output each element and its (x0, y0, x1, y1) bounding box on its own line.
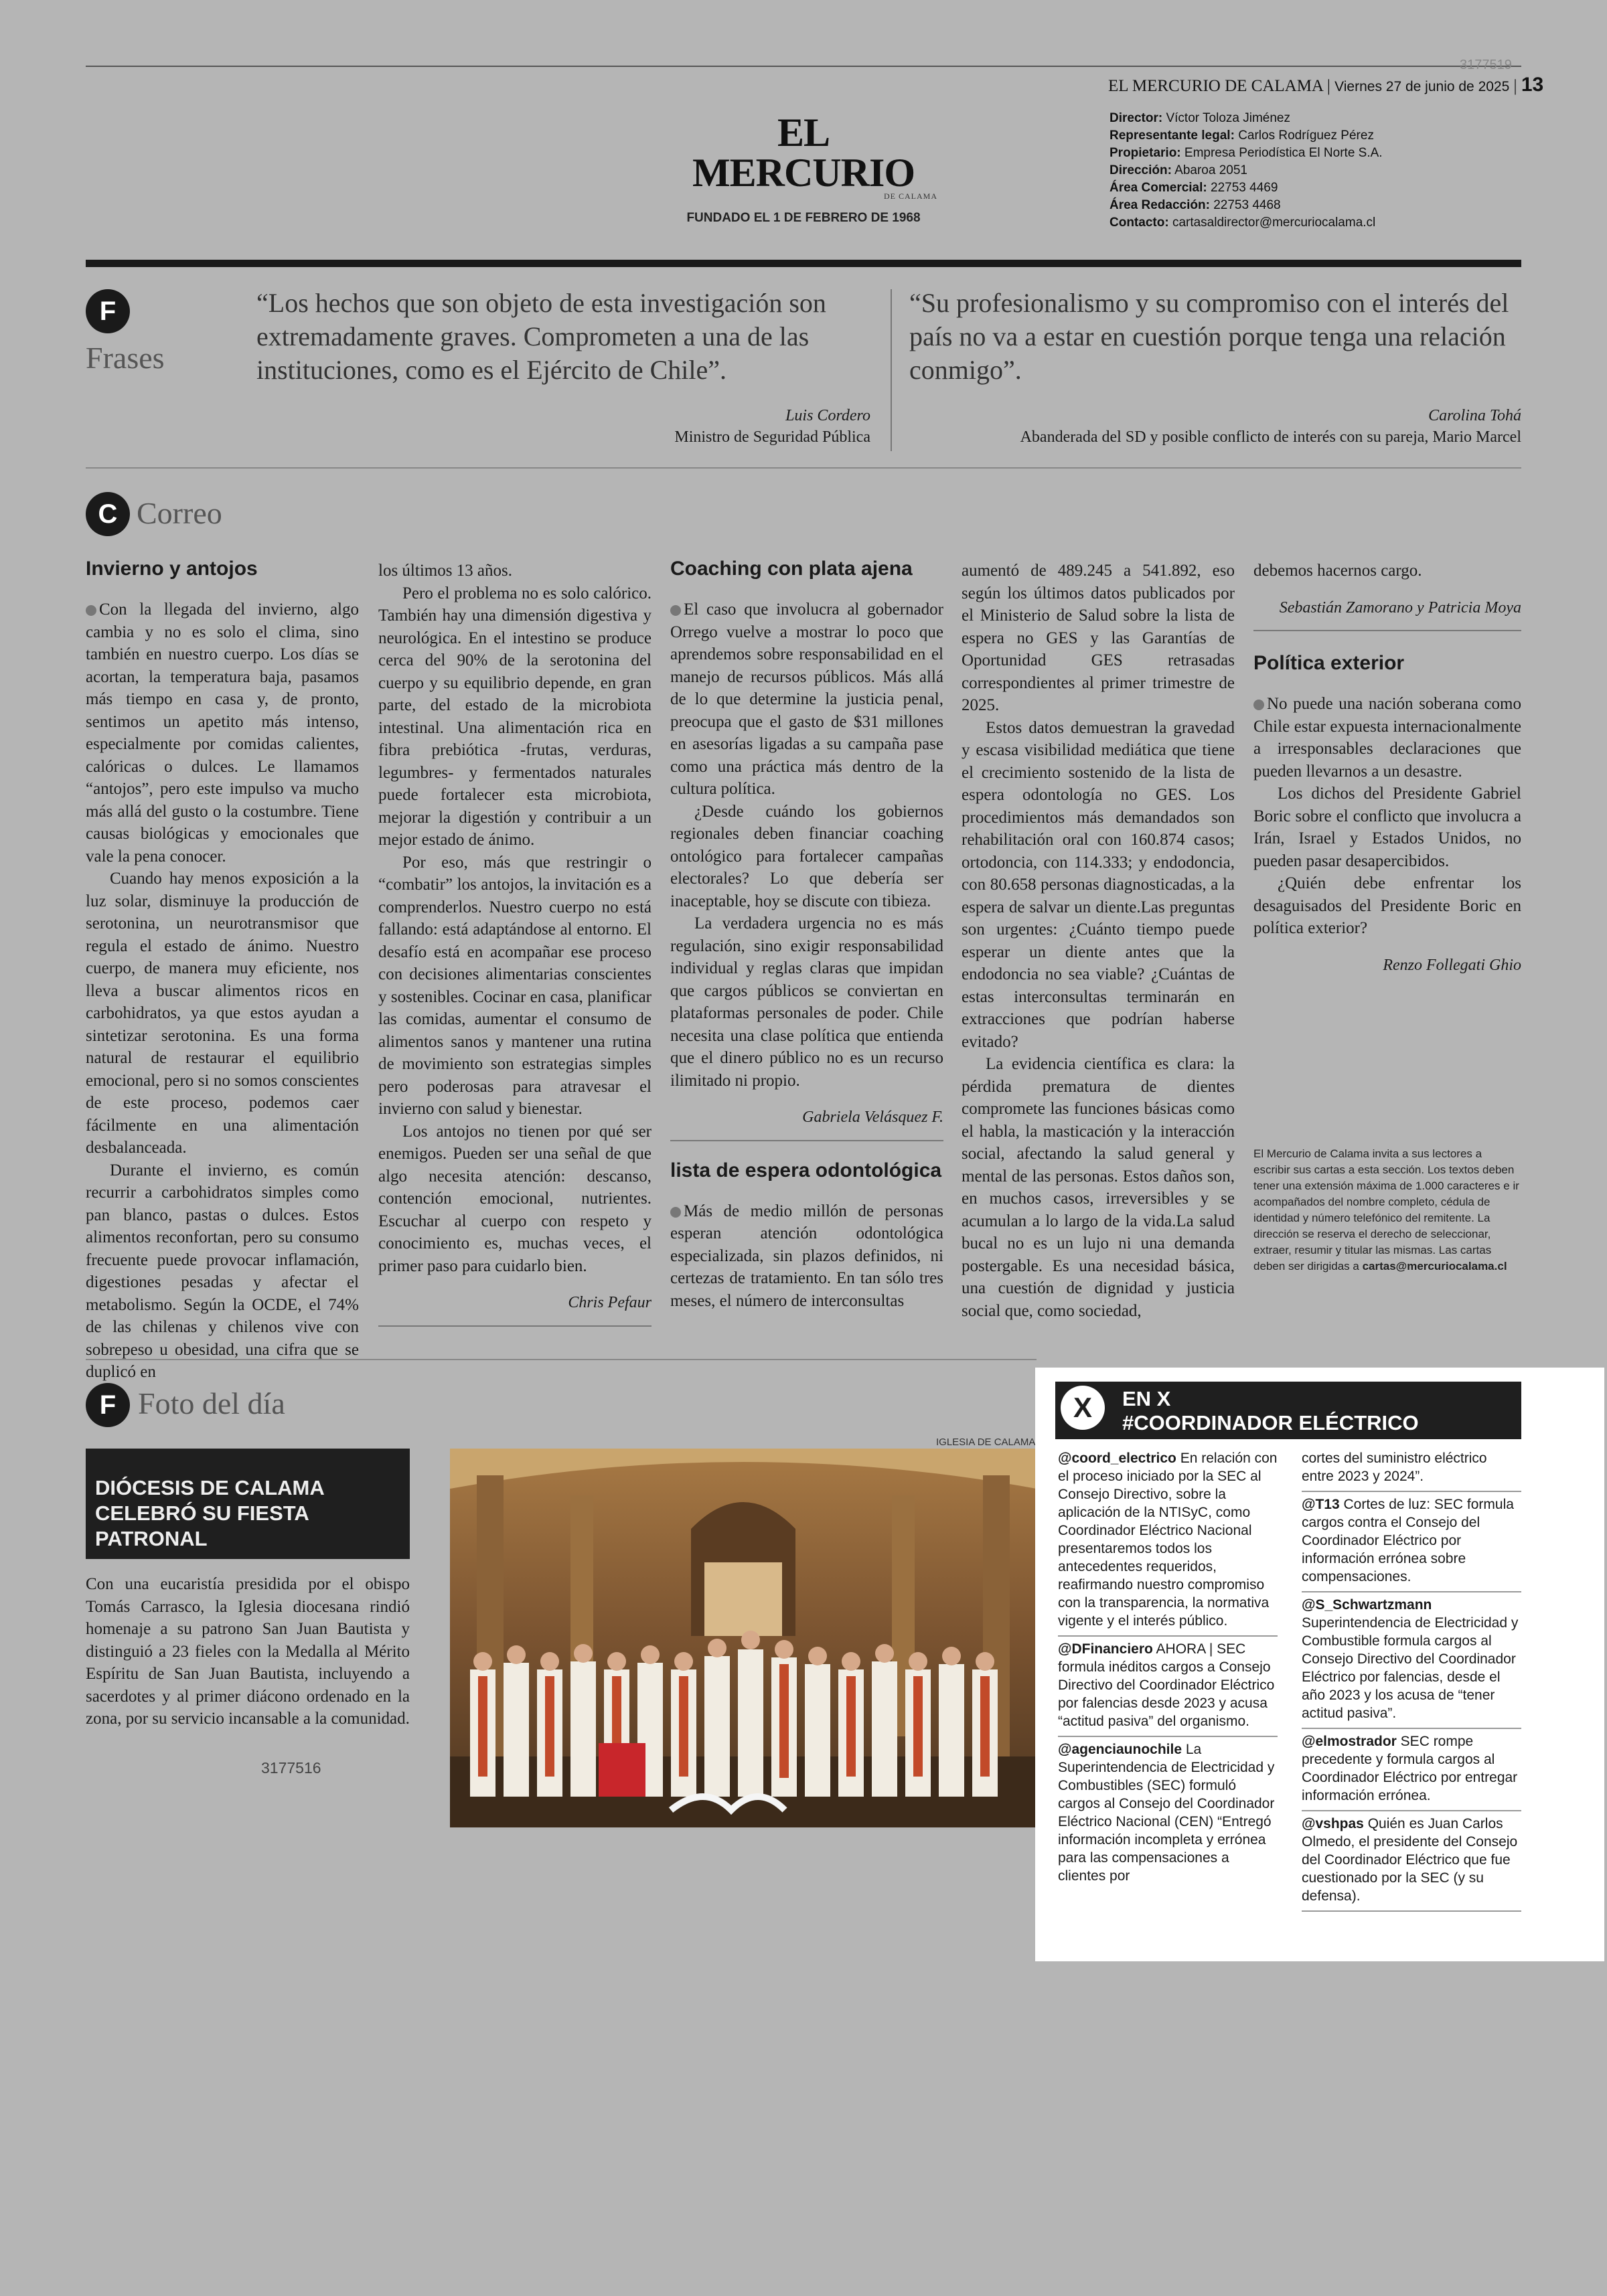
tweet: @vshpas Quién es Juan Carlos Olmedo, el presidente del Consejo del Coordinador Eléctrico que fue cuestionado por la SEC (y su defensa). (1302, 1811, 1521, 1912)
staff-row: Área Redacción: 22753 4468 (1109, 198, 1281, 212)
page-number: 13 (1521, 74, 1544, 96)
quote-1-role: Ministro de Seguridad Pública (674, 428, 870, 446)
tweet: cortes del suministro eléctrico entre 2023 y 2024”. (1302, 1446, 1521, 1492)
letter-heading: Invierno y antojos (86, 558, 258, 580)
staff-row: Director: Víctor Toloza Jiménez (1109, 111, 1290, 125)
letter-paragraph: aumentó de 489.245 a 541.892, eso según los últimos datos publicados por el Ministerio de Salud sobre la lista de espera no GES y las Garantías de Oportunidad GES retrasadas correspondientes al primer trimestre de 2025. (962, 562, 1235, 714)
tweet-user[interactable]: @DFinanciero (1058, 1641, 1153, 1657)
letter-paragraph: los últimos 13 años. (378, 562, 513, 580)
quote-2-author: Carolina Tohá (1428, 407, 1521, 424)
header-thick-rule (86, 260, 1521, 267)
quote-1-text: “Los hechos que son objeto de esta investigación son extremadamente graves. Comprometen a una de las instituciones, como es el Ejército de Chile”. (256, 288, 826, 385)
church-photo-illustration (450, 1449, 1037, 1827)
letter-paragraph: Con la llegada del invierno, algo cambia y no es solo el clima, sino también en nuestro cuerpo. Los días se acortan, la temperatura baja, pasamos más tiempo en casa y, de pronto, sentimos un apetito más intenso, especialmente por comidas calientes, calóricas o dulces. Le llamamos “antojos”, pero este impulso va mucho más allá del gusto o la costumbre. Tiene causas biológicas y emocionales que vale la pena conocer. (86, 600, 359, 866)
photo-credit: IGLESIA DE CALAMA (936, 1437, 1036, 1448)
staff-row: Representante legal: Carlos Rodríguez Pérez (1109, 129, 1374, 143)
x-logo-icon: X (1061, 1386, 1105, 1430)
quote-2-text: “Su profesionalismo y su compromiso con el interés del país no va a estar en cuestión porque tenga una relación conmigo”. (909, 288, 1509, 385)
letter-paragraph: El caso que involucra al gobernador Orrego vuelve a mostrar lo poco que aprendemos sobre responsabilidad en el manejo de recursos públicos. Más allá de lo que determine la justicia penal, preocupa que el gasto de $31 millones en asesorías ligadas a su campaña pase como una práctica más dentro de la cultura política. (670, 600, 943, 798)
tweet: @DFinanciero AHORA | SEC formula inéditos cargos a Consejo Directivo del Coordinador Eléctrico por falencias desde 2023 y acusa “actitud pasiva” del organismo. (1058, 1637, 1278, 1737)
letter-heading: lista de espera odontológica (670, 1159, 942, 1181)
tweet: @elmostrador SEC rompe precedente y formula cargos al Coordinador Eléctrico por entregar información errónea. (1302, 1729, 1521, 1811)
letter-heading: Coaching con plata ajena (670, 558, 913, 580)
letter-paragraph: Cuando hay menos exposición a la luz solar, disminuye la producción de serotonina, un neurotransmisor que regula el estado de ánimo. Nuestro cuerpo, de manera muy eficiente, nos lleva a buscar alimentos ricos en carbohidratos, ya que estos ayudan a sintetizar serotonina. Es una forma natural de restaurar el equilibrio emocional, pero si no somos conscientes de este proceso, podemos caer fácilmente en una alimentación desbalanceada. (86, 870, 359, 1157)
letter-paragraph: No puede una nación soberana como Chile estar expuesta internacionalmente a irresponsables declaraciones que pueden llevarnos a un desastre. (1253, 695, 1521, 781)
letter-column-3 (670, 557, 943, 1312)
staff-row: Contacto: cartasaldirector@mercuriocalama.cl (1109, 216, 1376, 230)
church-group-photo (450, 1449, 1037, 1827)
x-title-line2: #COORDINADOR ELÉCTRICO (1122, 1411, 1419, 1434)
letter-signature: Chris Pefaur (378, 1292, 652, 1327)
bullet-icon (1253, 700, 1264, 710)
letter-signature: Sebastián Zamorano y Patricia Moya (1253, 597, 1521, 632)
staff-box (1109, 110, 1383, 232)
letter-paragraph: ¿Quién debe enfrentar los desaguisados del Presidente Boric en política exterior? (1253, 874, 1521, 937)
letter-column-2 (378, 560, 652, 1327)
photo-caption: Con una eucaristía presidida por el obispo Tomás Carrasco, la Iglesia diocesana rindió homenaje a su patrono San Juan Bautista y distinguió a 23 fieles con la Medalla al Mérito Espíritu de San Juan Bautista, incluyendo a sacerdotes y al primer diácono ordenado en la zona, por su servicio incansable a la comunidad. (86, 1575, 410, 1728)
issue-date: Viernes 27 de junio de 2025 (1334, 79, 1510, 94)
letter-paragraph: La verdadera urgencia no es más regulación, sino exigir responsabilidad individual y reglas claras que impidan que cargos públicos se conviertan en plataformas personales de poder. Chile necesita una clase política que entienda que el dinero público no es un recurso ilimitado ni propio. (670, 914, 943, 1090)
logo-sub: DE CALAMA (884, 191, 937, 201)
x-tweets-column-2 (1302, 1446, 1521, 1912)
correo-icon: C (86, 492, 130, 536)
tweet: @agenciaunochile La Superintendencia de Electricidad y Combustibles (SEC) formuló cargos al Consejo del Coordinador Eléctrico Nacional (CEN) “Entregó información incompleta y errónea para las compensaciones a clientes por (1058, 1742, 1275, 1884)
header-top-rule (86, 66, 1521, 67)
quote-1-author: Luis Cordero (785, 407, 870, 424)
letter-column-4 (962, 560, 1235, 1322)
photo-headline: DIÓCESIS DE CALAMA CELEBRÓ SU FIESTA PATRONAL (86, 1449, 410, 1559)
foto-icon: F (86, 1383, 130, 1427)
letter-column-5 (1253, 560, 1521, 977)
issue-line: EL MERCURIO DE CALAMA | Viernes 27 de junio de 2025 | 13 (1108, 74, 1544, 96)
tweet-user[interactable]: @vshpas (1302, 1816, 1364, 1831)
x-panel-header (1055, 1382, 1521, 1439)
letter-paragraph: Pero el problema no es solo calórico. También hay una dimensión digestiva y neurológica. En el intestino se produce cerca del 90% de la serotonina del cuerpo y su equilibrio depende, en gran parte, del estado de la microbiota intestinal. Una alimentación rica en fibra prebiótica -frutas, verduras, legumbres- y fermentados naturales puede fortalecer esta microbiota, mejorar la digestión y contribuir a un mejor estado de ánimo. (378, 584, 652, 849)
bullet-icon (670, 605, 681, 616)
photo-code: 3177516 (261, 1759, 321, 1777)
letter-paragraph: La evidencia científica es clara: la pérdida prematura de dientes compromete las funciones básicas como el habla, la masticación y la interacción social, afectando la salud general y mental de las personas. Estos daños son, en muchos casos, irreversibles y se acumulan a lo largo de la vida.La salud bucal no es un lujo ni una demanda postergable. Es una necesidad básica, una cuestión de dignidad y justicia social que, como sociedad, (962, 1055, 1235, 1320)
tweet-user[interactable]: @coord_electrico (1058, 1451, 1176, 1466)
tweet: @S_Schwartzmann Superintendencia de Electricidad y Combustible formula cargos al Consejo Directivo del Coordinador Eléctrico por falencias, desde el año 2023 y los acusa de “tener actitud pasiva”. (1302, 1592, 1521, 1729)
paper-name: EL MERCURIO DE CALAMA (1108, 77, 1323, 95)
tweet-user[interactable]: @agenciaunochile (1058, 1742, 1182, 1757)
letter-signature: Renzo Follegati Ghio (1383, 956, 1521, 974)
tweet: @coord_electrico En relación con el proceso iniciado por la SEC al Consejo Directivo, sobre la aplicación de la NTISyC, como Coordinador Eléctrico Nacional presentaremos todos los antecedentes requeridos, reafirmando nuestro compromiso con la transparencia, la normativa vigente y el interés público. (1058, 1446, 1278, 1637)
letter-paragraph: Los antojos no tienen por qué ser enemigos. Pueden ser una señal de que algo necesita atención: descanso, contención emocional, nutrientes. Escuchar al cuerpo con respeto y conocimiento es, muchas veces, el primer paso para cuidarlo bien. (378, 1122, 652, 1275)
tweet-user[interactable]: @elmostrador (1302, 1734, 1397, 1749)
page-code: 3177519 (1460, 58, 1512, 72)
staff-row: Propietario: Empresa Periodística El Norte S.A. (1109, 146, 1383, 160)
tweet-user[interactable]: @S_Schwartzmann (1302, 1597, 1432, 1613)
letter-paragraph: Más de medio millón de personas esperan atención odontológica especializada, sin plazos definidos, ni certezas de tratamiento. En tan sólo tres meses, el número de interconsultas (670, 1202, 943, 1310)
letter-signature: Gabriela Velásquez F. (670, 1106, 943, 1141)
x-tweets-column-1 (1058, 1446, 1278, 1890)
foto-title: Foto del día (138, 1386, 285, 1420)
letter-paragraph: Por eso, más que restringir o “combatir” los antojos, la invitación es a comprenderlos. Nuestro cuerpo no está fallando: está adaptándose al entorno. El desafío está en acompañar ese proceso con decisiones alimentarias conscientes y sostenibles. Cocinar en casa, planificar las comidas, aumentar el consumo de alimentos sanos y mantener una rutina de movimiento son estrategias simples pero poderosas para atravesar el invierno con salud y bienestar. (378, 853, 652, 1118)
tweet-user[interactable]: @T13 (1302, 1497, 1340, 1512)
logo-name: EL MERCURIO (692, 110, 915, 195)
correo-title: Correo (137, 496, 222, 530)
staff-row: Área Comercial: 22753 4469 (1109, 181, 1278, 195)
letter-paragraph: Los dichos del Presidente Gabriel Boric sobre el conflicto que involucra a Irán, Israel y Estados Unidos, no pueden pasar desapercibidos. (1253, 785, 1521, 870)
tweet: @T13 Cortes de luz: SEC formula cargos contra el Consejo del Coordinador Eléctrico por información errónea sobre compensaciones. (1302, 1492, 1521, 1592)
quote-2-role: Abanderada del SD y posible conflicto de interés con su pareja, Mario Marcel (1020, 428, 1521, 446)
bullet-icon (670, 1207, 681, 1218)
frases-icon: F (86, 289, 130, 333)
founded-line: FUNDADO EL 1 DE FEBRERO DE 1968 (686, 211, 921, 225)
letter-paragraph: debemos hacernos cargo. (1253, 562, 1422, 580)
letter-column-1 (86, 557, 359, 1384)
letter-heading: Política exterior (1253, 652, 1405, 674)
x-title-line1: EN X (1122, 1387, 1171, 1410)
section-rule (86, 467, 1521, 469)
letters-notice: El Mercurio de Calama invita a sus lectores a escribir sus cartas a esta sección. Los textos deben tener una extensión máxima de 1.000 caracteres e ir acompañados del nombre completo, cédula de identidad y número telefónico del remitente. La dirección se reserva el derecho de seleccionar, extraer, resumir y titular las mismas. Las cartas deben ser dirigidas a cartas@mercuriocalama.cl (1253, 1147, 1519, 1273)
masthead-logo (670, 112, 937, 226)
bullet-icon (86, 605, 96, 616)
frases-title: Frases (86, 341, 165, 375)
section-rule (86, 1359, 1037, 1360)
letter-paragraph: Durante el invierno, es común recurrir a carbohidratos simples como pan blanco, pastas o dulces. Estos alimentos reconfortan, pero su consumo frecuente puede provocar inflamación, digestiones pesadas y afectar el metabolismo. Según la OCDE, el 74% de las chilenas y chilenos vive con sobrepeso u obesidad, una cifra que se duplicó en (86, 1161, 359, 1381)
staff-row: Dirección: Abaroa 2051 (1109, 163, 1247, 177)
letters-email-link[interactable]: cartas@mercuriocalama.cl (1362, 1260, 1507, 1273)
letter-paragraph: Estos datos demuestran la gravedad y escasa visibilidad mediática que tiene el crecimiento sostenido de la lista de espera odontología no GES. Los procedimientos más demandados son rehabilitación oral con 160.874 casos; ortodoncia, con 114.333; y endodoncia, con 80.658 personas diagnosticadas, a la espera de salvar un diente.Las preguntas son urgentes: ¿Cuánto tiempo puede esperar un diente antes que la endodoncia no sea viable? ¿Cuántas de estas interconsultas terminarán en extracciones que podrían haberse evitado? (962, 718, 1235, 1051)
letter-paragraph: ¿Desde cuándo los gobiernos regionales deben financiar coaching ontológico para fortalecer campañas electorales? Lo que debería ser inaceptable, hoy se discute con tibieza. (670, 802, 943, 910)
quote-divider (891, 289, 892, 451)
